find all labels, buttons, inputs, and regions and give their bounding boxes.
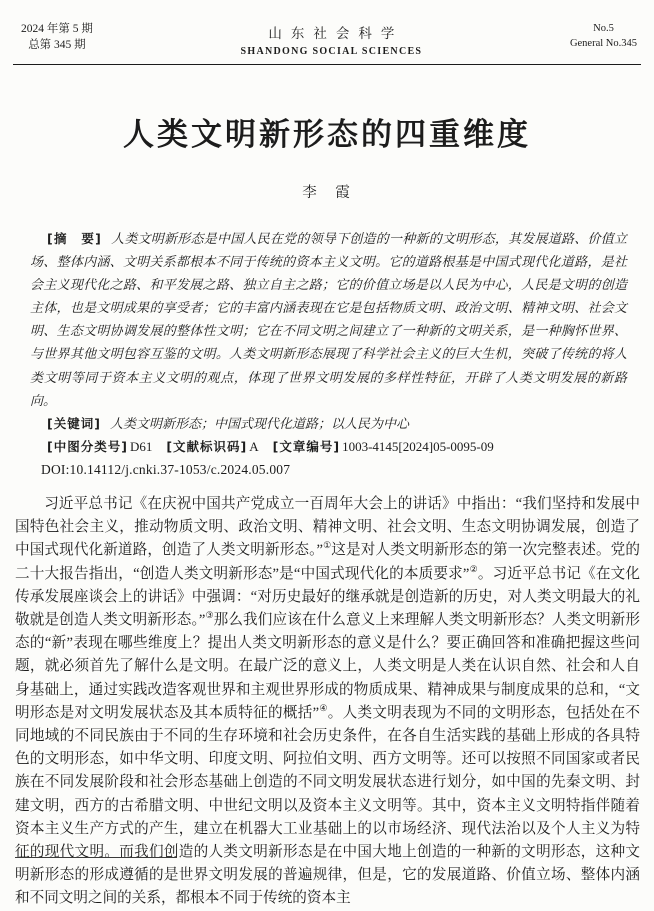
journal-name-block <box>93 21 570 57</box>
footnote-ref: ④ <box>319 703 328 713</box>
issue-en-line2: General No.345 <box>569 38 637 49</box>
abstract-paragraph <box>30 227 627 412</box>
clc-label: [中图分类号] <box>47 438 128 454</box>
body-text-segment: 那么我们应该在什么意义上来理解人类文明新形态？人类文明新形态的“新”表现在哪些维度上？提出人类文明新形态的意义是什么？要正确回答和准确把握这些问题，就必须首先了解什么是文明。在最广泛的意义上，人类文明是人类在认识自然、社会和人自身基础上，通过实践改造客观世界和主观世界形成的物质成果、精神成果与制度成果的总和，“文明形态是对文明发展状态及其本质特征的概括” <box>15 612 640 721</box>
doi-line: DOI:10.14112/j.cnki.37-1053/c.2024.05.007 <box>41 461 291 477</box>
body-text-segment: 。习近平总书记《在文化传承发展座谈会上的讲话》中强调：“对历史最好的继承就是创造新的历史，对人类文明最大的礼敬就是创造人类文明新形态。” <box>15 565 640 629</box>
issue-info-en <box>570 21 637 51</box>
article-id-value: 1003-4145[2024]05-0095-09 <box>342 438 494 454</box>
article-title: 人类文明新形态的四重维度 <box>123 117 531 152</box>
footnote-ref: ③ <box>205 610 214 621</box>
journal-header <box>0 0 654 57</box>
issue-en-line1: No.5 <box>593 23 614 34</box>
footnote-ref: ② <box>469 563 478 574</box>
issue-cn-line1: 2024 年第 5 期 <box>21 23 93 35</box>
issue-info-cn <box>21 21 93 53</box>
clc-value: D61 <box>129 438 153 454</box>
footnote-divider <box>15 857 177 858</box>
keywords-paragraph <box>30 412 627 435</box>
abstract-text: 人类文明新形态是中国人民在党的领导下创造的一种新的文明形态，其发展道路、价值立场、整体内涵、文明关系都根本不同于传统的资本主义文明。它的道路根基是中国式现代化道路，是社会主义现代化之路、和平发展之路、独立自主之路；它的价值立场是以人民为中心，人民是文明的创造主体，也是文明成果的享受者；它的丰富内涵表现在它是包括物质文明、政治文明、精神文明、社会文明、生态文明协调发展的整体性文明；它在不同文明之间建立了一种新的文明关系，是一种胸怀世界、与世界其他文明包容互鉴的文明。人类文明新形态展现了科学社会主义的巨大生机，突破了传统的将人类文明等同于资本主义文明的观点，体现了世界文明发展的多样性特征，开辟了人类文明发展的新路向。 <box>30 231 627 408</box>
article-author: 李 霞 <box>302 185 352 201</box>
abstract-label: [摘 要] <box>47 231 102 246</box>
keywords-label: [关键词] <box>47 415 101 431</box>
journal-name-en: SHANDONG SOCIAL SCIENCES <box>240 46 423 57</box>
keywords-text: 人类文明新形态；中国式现代化道路；以人民为中心 <box>109 415 409 431</box>
header-divider <box>13 64 641 65</box>
issue-cn-line2: 总第 345 期 <box>28 39 86 51</box>
body-text-segment: 。人类文明表现为不同的文明形态，包括处在不同地域的不同民族由于不同的生存环境和社会历史条件，在各自生活实践的基础上形成的各具特色的文明形态，如中华文明、印度文明、阿拉伯文明、西方文明等。还可以按照不同国家或者民族在不同发展阶段和社会形态基础上创造的不同文明发展状态进行划分，如中国的先秦文明、封建文明，西方的古希腊文明、中世纪文明以及资本主义文明等。其中，资本主义文明特指伴随着资本主义生产方式的产生，建立在机器大工业基础上的以市场经济、现代法治以及个人主义为特征的现代文明。而我们创造的人类文明新形态是在中国大地上创造的一种新的文明形态，这种文明新形态的形成遵循的是世界文明发展的普遍规律，但是，它的发展道路、价值立场、整体内涵和不同文明之间的关系，都根本不同于传统的资本主 <box>15 704 640 907</box>
body-paragraph <box>15 493 640 911</box>
doc-code-label: [文献标识码] <box>166 438 248 454</box>
classification-paragraph <box>30 435 627 458</box>
footnote-ref: ① <box>322 540 332 551</box>
article-id-label: [文章编号] <box>272 438 341 454</box>
front-matter <box>30 227 627 481</box>
body-text-segment: 习近平总书记《在庆祝中国共产党成立一百周年大会上的讲话》中指出：“我们坚持和发展中国特色社会主义，推动物质文明、政治文明、精神文明、社会文明、生态文明协调发展，创造了中国式现代化新道路，创造了人类文明新形态。” <box>15 496 640 559</box>
body-text-segment: 这是对人类文明新形态的第一次完整表述。党的二十大报告指出，“创造人类文明新形态”是“中国式现代化的本质要求” <box>15 542 640 582</box>
doc-code-value: A <box>249 438 259 454</box>
journal-name-cn: 山东社会科学 <box>268 26 404 41</box>
